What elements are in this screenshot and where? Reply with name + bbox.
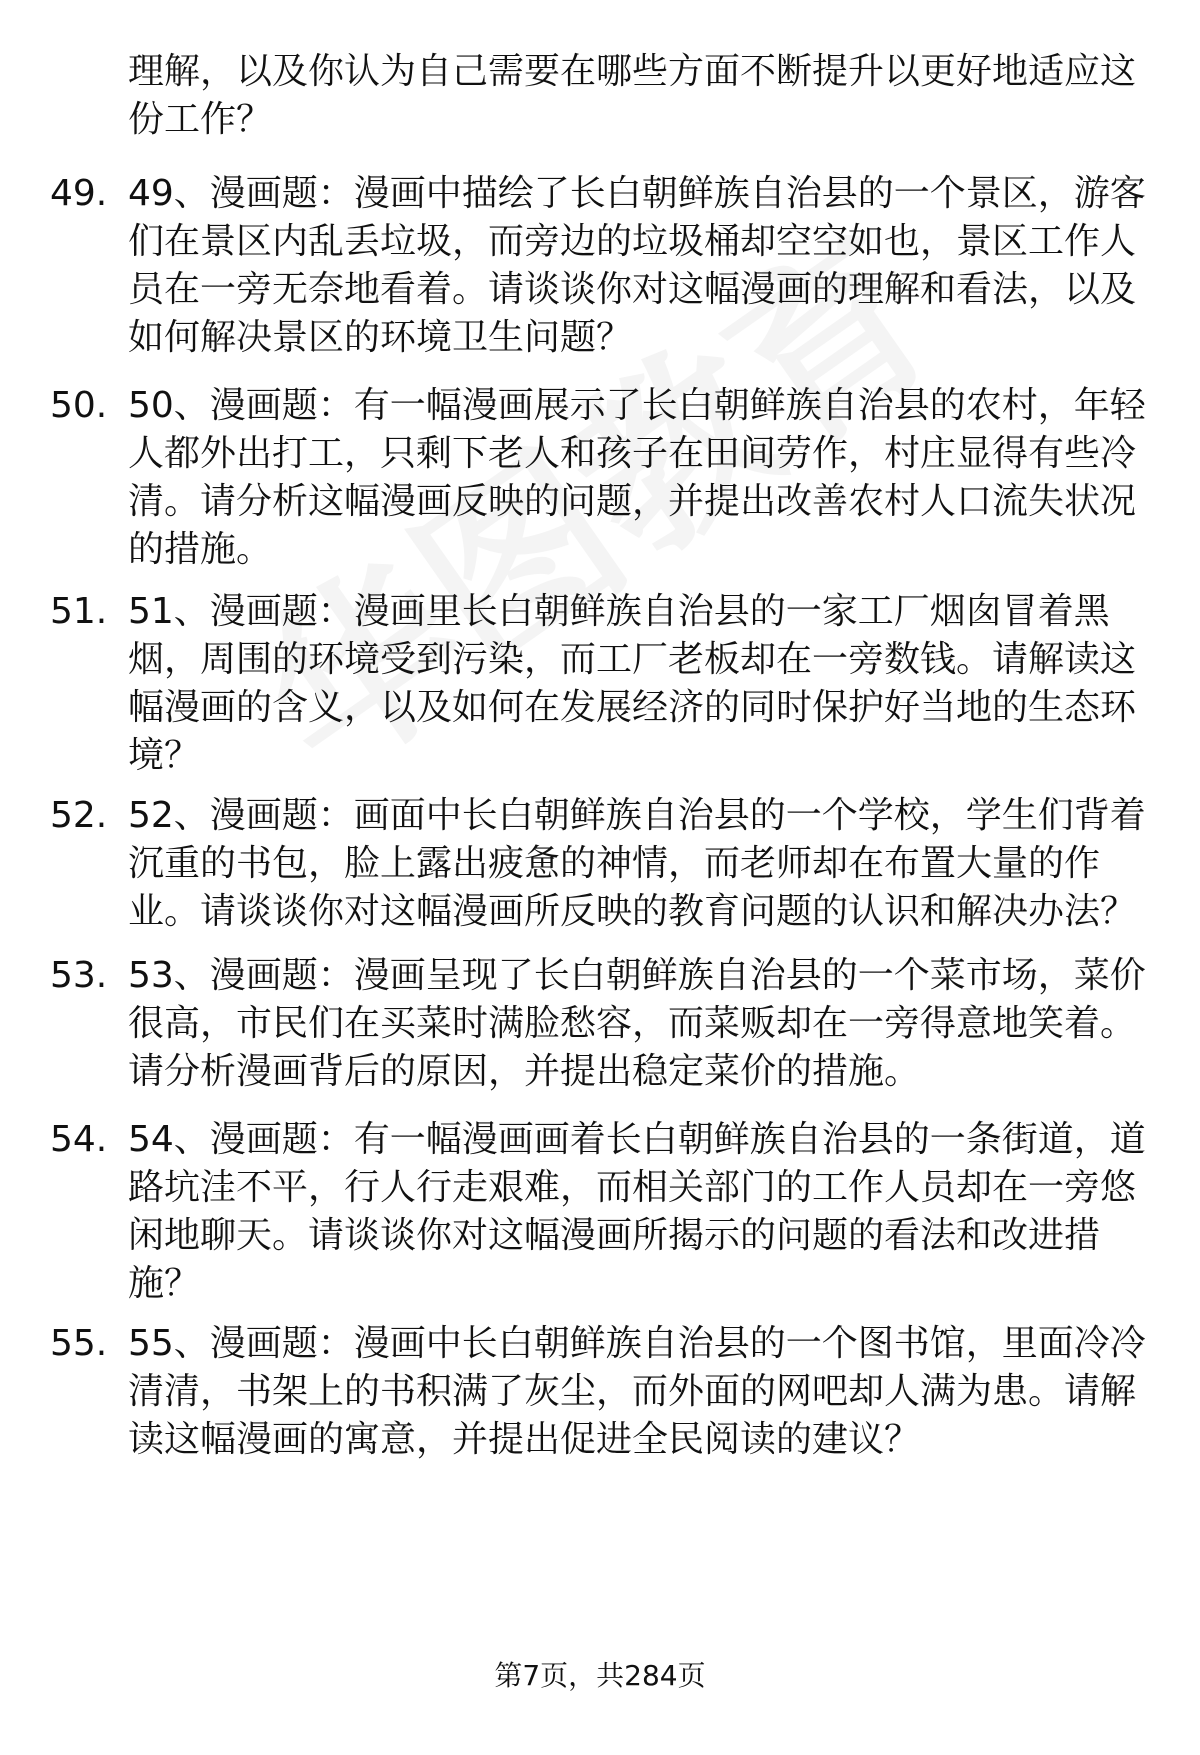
question-number: 55. xyxy=(50,1323,108,1364)
question-number: 50. xyxy=(50,385,108,426)
continued-question-text: 理解，以及你认为自己需要在哪些方面不断提升以更好地适应这份工作？ xyxy=(128,51,1137,140)
question-text: 55、漫画题：漫画中长白朝鲜族自治县的一个图书馆，里面冷冷清清，书架上的书积满了灰尘，而外面的网吧却人满为患。请解读这幅漫画的寓意，并提出促进全民阅读的建议？ xyxy=(128,1323,1146,1460)
question-number: 53. xyxy=(50,955,108,996)
question-text: 54、漫画题：有一幅漫画画着长白朝鲜族自治县的一条街道，道路坑洼不平，行人行走艰难，而相关部门的工作人员却在一旁悠闲地聊天。请谈谈你对这幅漫画所揭示的问题的看法和改进措施？ xyxy=(128,1119,1146,1304)
question-text: 50、漫画题：有一幅漫画展示了长白朝鲜族自治县的农村，年轻人都外出打工，只剩下老人和孩子在田间劳作，村庄显得有些冷清。请分析这幅漫画反映的问题，并提出改善农村人口流失状况的措施。 xyxy=(128,385,1146,570)
question-text: 49、漫画题：漫画中描绘了长白朝鲜族自治县的一个景区，游客们在景区内乱丢垃圾，而旁边的垃圾桶却空空如也，景区工作人员在一旁无奈地看着。请谈谈你对这幅漫画的理解和看法，以及如何解决景区的环境卫生问题？ xyxy=(128,173,1146,358)
question-number: 54. xyxy=(50,1119,108,1160)
page-footer: 第7页，共284页 xyxy=(494,1659,706,1692)
question-text: 53、漫画题：漫画呈现了长白朝鲜族自治县的一个菜市场，菜价很高，市民们在买菜时满脸愁容，而菜贩却在一旁得意地笑着。请分析漫画背后的原因，并提出稳定菜价的措施。 xyxy=(128,955,1146,1092)
question-number: 52. xyxy=(50,795,108,836)
question-number: 49. xyxy=(50,173,108,214)
question-number: 51. xyxy=(50,591,108,632)
question-text: 52、漫画题：画面中长白朝鲜族自治县的一个学校，学生们背着沉重的书包，脸上露出疲惫的神情，而老师却在布置大量的作业。请谈谈你对这幅漫画所反映的教育问题的认识和解决办法？ xyxy=(128,795,1146,932)
question-text: 51、漫画题：漫画里长白朝鲜族自治县的一家工厂烟囱冒着黑烟，周围的环境受到污染，而工厂老板却在一旁数钱。请解读这幅漫画的含义，以及如何在发展经济的同时保护好当地的生态环境？ xyxy=(128,591,1137,776)
